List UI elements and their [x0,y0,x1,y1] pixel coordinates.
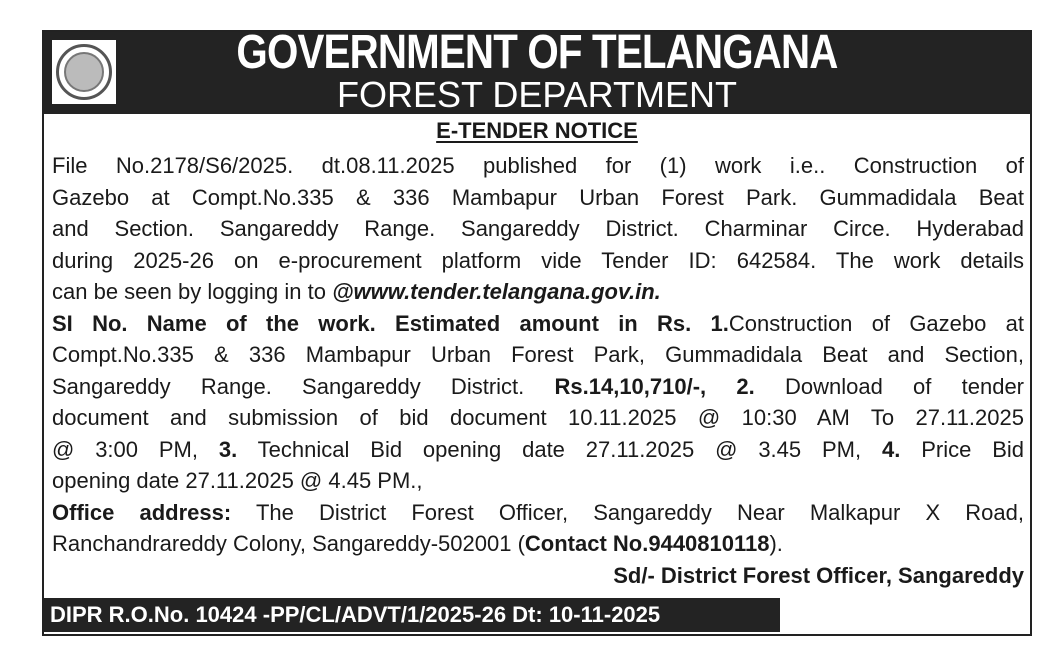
signature-line [52,560,1024,592]
text-segment: 4. [881,436,901,462]
text-segment: Gazebo at Compt.No.335 & 336 Mambapur Urban Forest Park. Gummadidala Beat [52,184,1024,210]
body-line [52,213,1024,245]
body-line [52,402,1024,434]
text-segment: Sd/- District Forest Officer, Sangareddy [613,562,1024,588]
body-line [52,339,1024,371]
body-line [52,276,1024,308]
text-segment: opening date 27.11.2025 @ 4.45 PM., [52,468,423,493]
text-segment: Sangareddy Range. Sangareddy District. [52,373,555,399]
text-segment: ). [769,531,783,556]
body-line [52,245,1024,277]
text-segment: SI No. Name of the work. Estimated amount in Rs. 1. [52,310,729,336]
text-segment: Rs.14,10,710/-, 2. [554,373,755,399]
header-band [44,26,1030,115]
dipr-reference: DIPR R.O.No. 10424 -PP/CL/ADVT/1/2025-26 Dt: 10-11-2025 [44,598,780,632]
tender-notice [42,26,1032,636]
text-segment: can be seen by logging in to [52,279,333,304]
text-segment: Ranchandrareddy Colony, Sangareddy-502001 ( [52,531,525,556]
body-line [52,371,1024,403]
text-segment: @ 3:00 PM, [52,436,219,462]
text-segment: Office address: [52,499,232,525]
text-segment: File No.2178/S6/2025. dt.08.11.2025 published for (1) work i.e.. Construction of [52,153,1024,178]
body-line [52,465,1024,497]
text-segment: Contact No.9440810118 [524,531,770,556]
text-segment: Download of tender [754,373,1024,399]
notice-title: E-TENDER NOTICE [436,118,638,143]
text-segment: The District Forest Officer, Sangareddy Near Malkapur X Road, [231,499,1024,525]
body-line [52,497,1024,529]
text-segment: Price Bid [900,436,1024,462]
body-line [52,150,1024,182]
text-segment: Compt.No.335 & 336 Mambapur Urban Forest Park, Gummadidala Beat and Section, [52,342,1024,367]
body-line [52,528,1024,560]
department-title: FOREST DEPARTMENT [336,74,738,115]
body-line [52,182,1024,214]
government-title: GOVERNMENT OF TELANGANA [236,26,838,79]
text-segment: document and submission of bid document 10.11.2025 @ 10:30 AM To 27.11.2025 [52,405,1024,430]
text-segment: Technical Bid opening date 27.11.2025 @ 3.45 PM, [237,436,882,462]
text-segment: during 2025-26 on e-procurement platform vide Tender ID: 642584. The work details [52,247,1024,273]
text-segment: 3. [218,436,238,462]
text-segment: and Section. Sangareddy Range. Sangareddy District. Charminar Circe. Hyderabad [52,216,1024,241]
website-link[interactable]: @www.tender.telangana.gov.in. [332,279,661,304]
body-line [52,434,1024,466]
notice-body [52,150,1024,591]
text-segment: Construction of Gazebo at [728,310,1024,336]
body-line [52,308,1024,340]
